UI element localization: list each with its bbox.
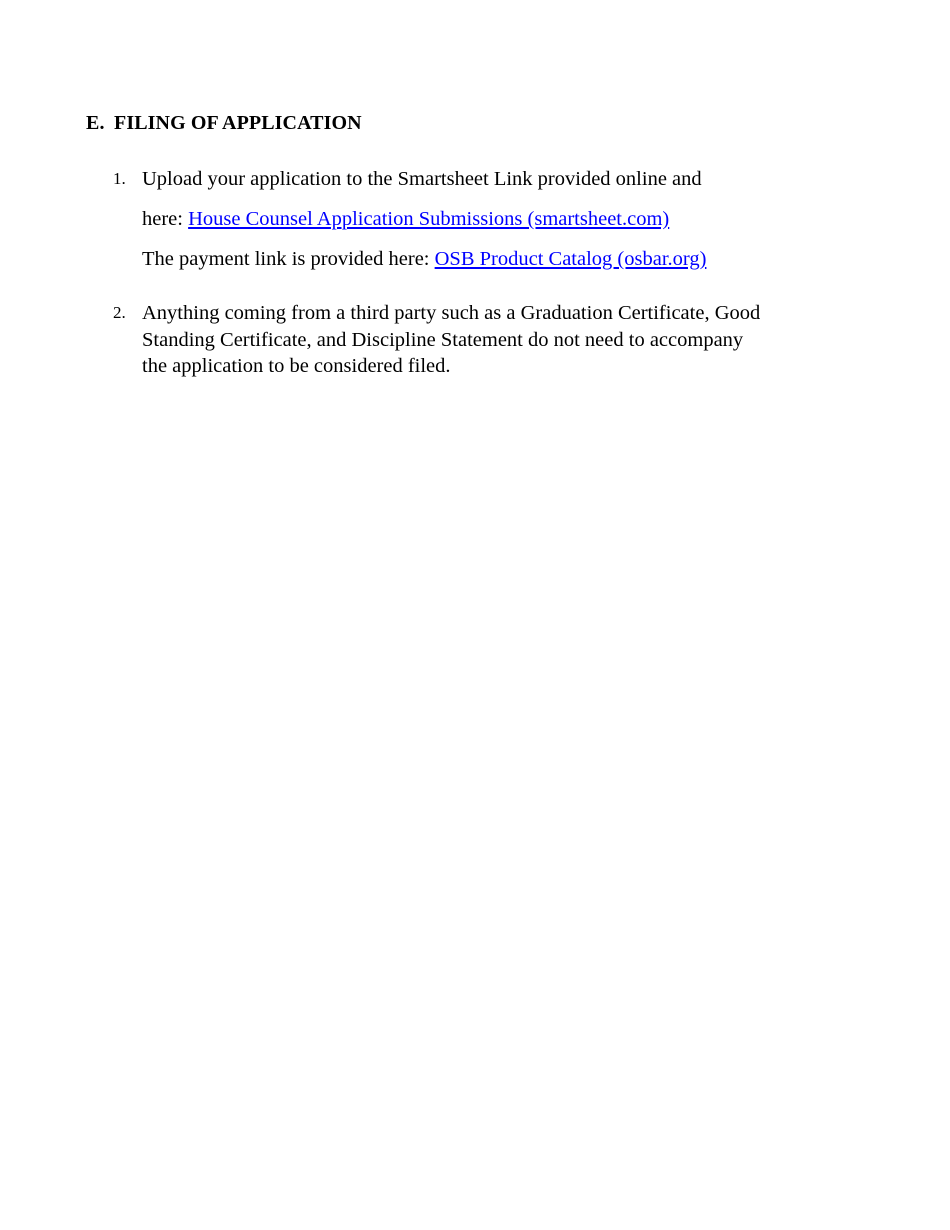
osb-product-catalog-link[interactable]: OSB Product Catalog (osbar.org) [434,248,707,270]
item-1-line-1: Upload your application to the Smartsheet Link provided online and [142,168,702,190]
list-item-body [142,166,862,286]
item-1-line-3-prefix: The payment link is provided here: [142,248,435,270]
item-1-line-2-prefix: here: [142,208,189,230]
section-title: FILING OF APPLICATION [114,112,362,134]
smartsheet-submission-link[interactable]: House Counsel Application Submissions (smartsheet.com) [188,208,670,230]
section-heading [86,112,362,135]
list-item-number: 2. [113,303,126,322]
list-item-number: 1. [113,169,126,188]
list-item-body [142,300,862,380]
item-2-line-1: Anything coming from a third party such as a Graduation Certificate, Good [142,302,761,324]
item-1-line-3 [142,246,862,286]
item-2-line-2: Standing Certificate, and Discipline Statement do not need to accompany [142,328,744,351]
item-2-line-3: the application to be considered filed. [142,355,451,377]
section-letter: E. [86,112,105,134]
item-1-line-2 [142,206,862,246]
